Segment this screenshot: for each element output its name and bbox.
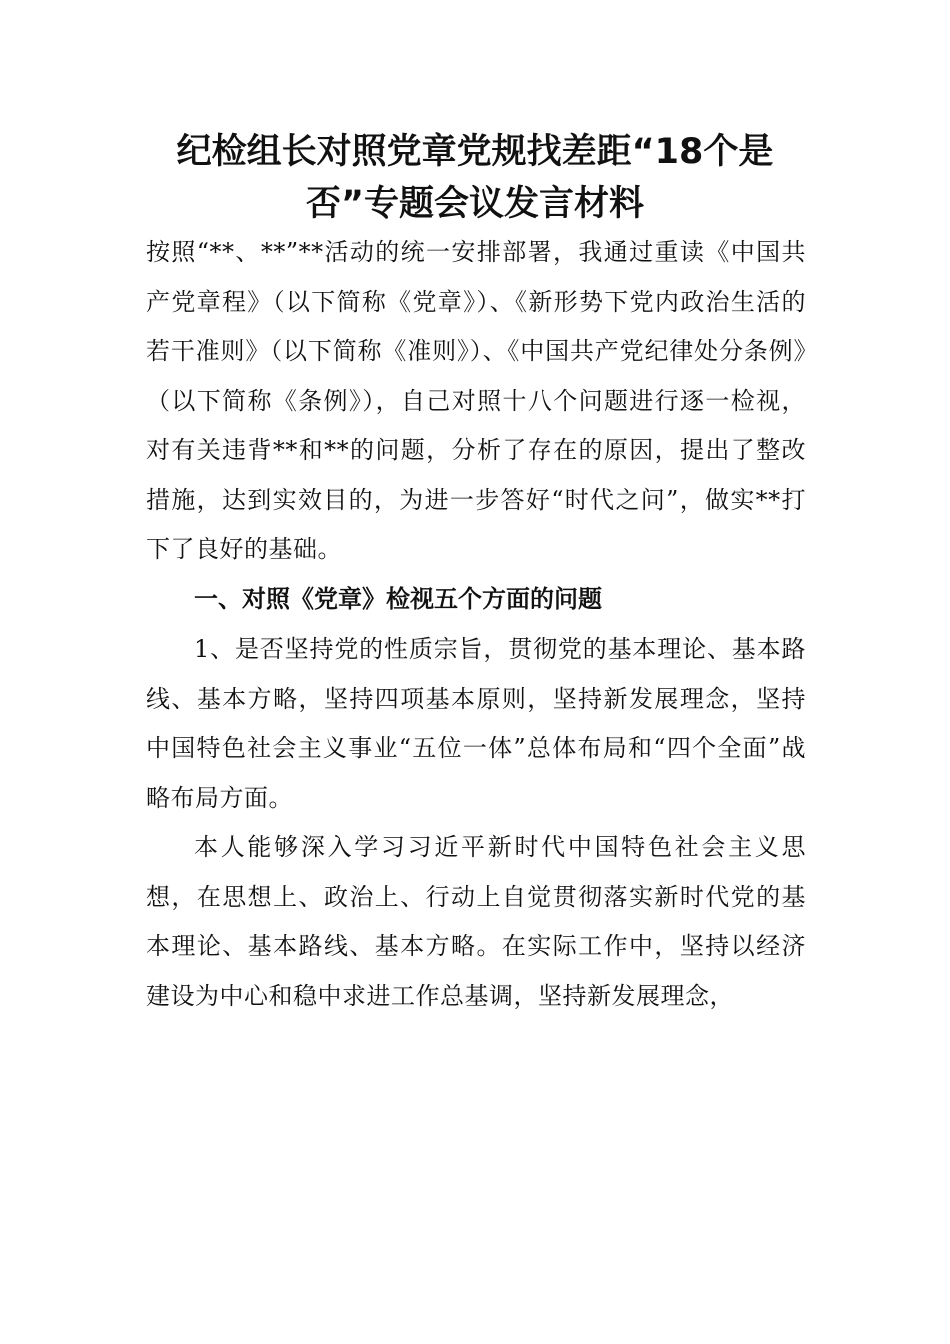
item-1-question: 1、是否坚持党的性质宗旨，贯彻党的基本理论、基本路线、基本方略，坚持四项基本原则，坚持新发展理念，坚持中国特色社会主义事业“五位一体”总体布局和“四个全面”战略布局方面。 [146, 635, 806, 812]
section-1-heading: 一、对照《党章》检视五个方面的问题 [194, 585, 602, 613]
document-title-line-2: 否”专题会议发言材料 [305, 184, 644, 224]
document-title-line-1: 纪检组长对照党章党规找差距“18个是 [176, 132, 774, 172]
item-1-response: 本人能够深入学习习近平新时代中国特色社会主义思想，在思想上、政治上、行动上自觉贯彻落实新时代党的基本理论、基本路线、基本方略。在实际工作中，坚持以经济建设为中心和稳中求进工作总基调，坚持新发展理念， [146, 833, 806, 1010]
intro-paragraph: 按照“**、**”**活动的统一安排部署，我通过重读《中国共产党章程》（以下简称《党章》）、《新形势下党内政治生活的若干准则》（以下简称《准则》）、《中国共产党纪律处分条例》（以下简称《条例》），自己对照十八个问题进行逐一检视，对有关违背**和**的问题，分析了存在的原因，提出了整改措施，达到实效目的，为进一步答好“时代之问”，做实**打下了良好的基础。 [146, 238, 806, 563]
